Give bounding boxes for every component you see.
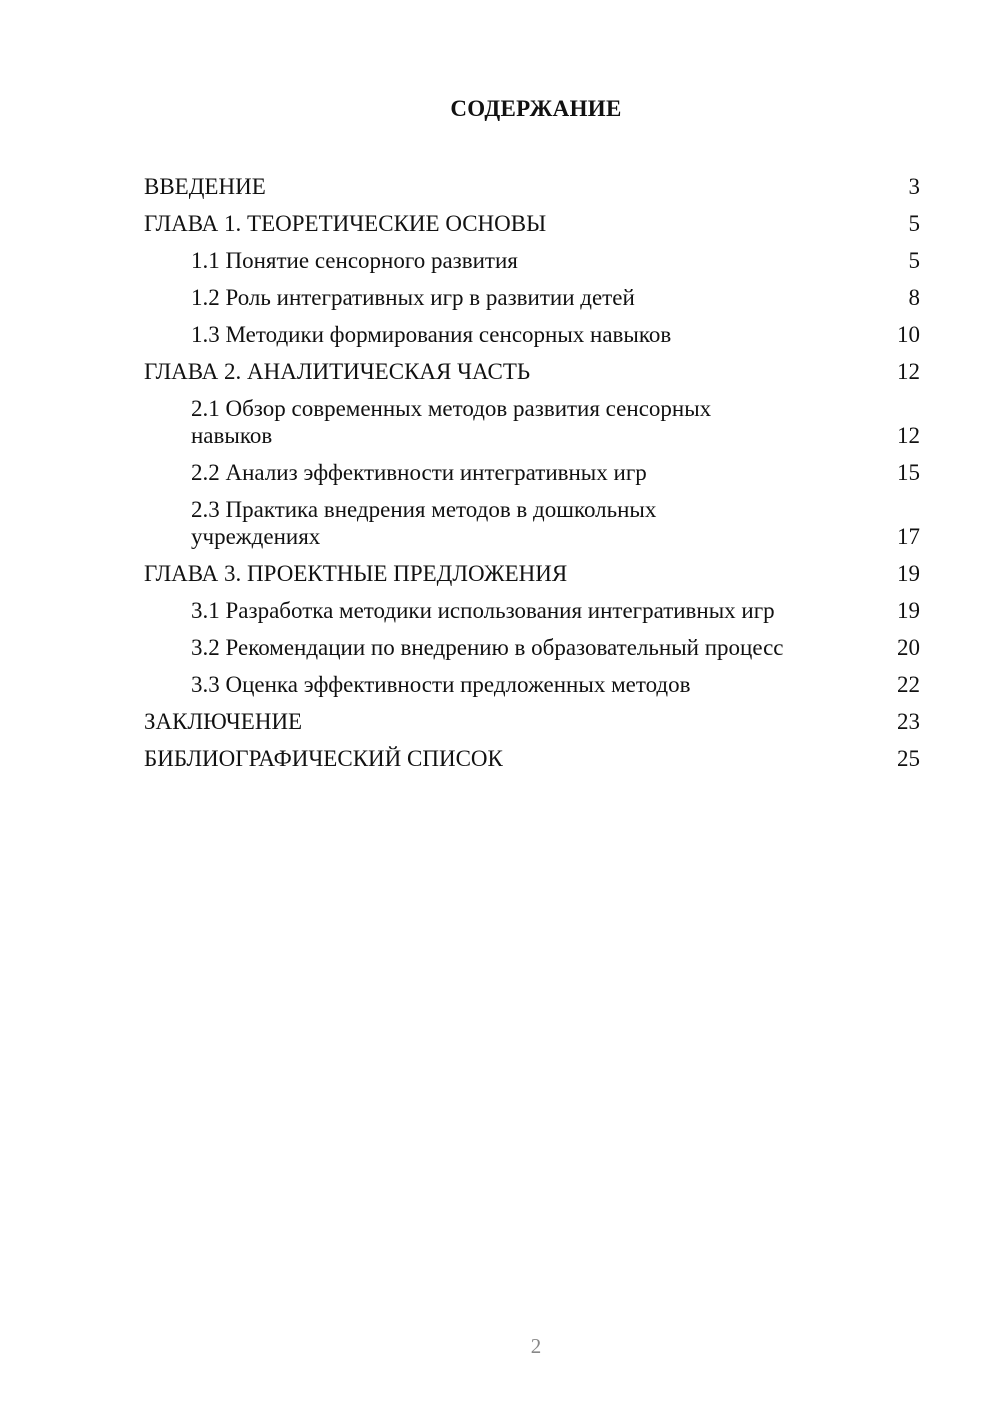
toc-entry-label: 3.1 Разработка методики использования интегративных игр	[191, 598, 775, 623]
toc-entry-label: ГЛАВА 1. ТЕОРЕТИЧЕСКИЕ ОСНОВЫ	[144, 211, 547, 236]
toc-entry-label: ГЛАВА 3. ПРОЕКТНЫЕ ПРЕДЛОЖЕНИЯ	[144, 561, 568, 586]
table-of-contents	[144, 168, 920, 777]
toc-title: СОДЕРЖАНИЕ	[450, 96, 622, 121]
toc-entry-page: 25	[897, 746, 920, 771]
toc-entry-page: 8	[908, 285, 920, 310]
toc-entry-label: 3.2 Рекомендации по внедрению в образовательный процесс	[191, 635, 784, 660]
toc-entry-page: 3	[908, 174, 920, 199]
toc-entry-label: БИБЛИОГРАФИЧЕСКИЙ СПИСОК	[144, 746, 503, 771]
toc-entry	[144, 555, 920, 592]
toc-entry	[144, 390, 920, 454]
toc-entry	[144, 242, 920, 279]
toc-entry	[144, 740, 920, 777]
toc-entry-label: 1.2 Роль интегративных игр в развитии детей	[191, 285, 635, 310]
toc-entry-label: 2.1 Обзор современных методов развития сенсорных навыков	[191, 396, 712, 448]
page-number: 2	[530, 1334, 542, 1358]
toc-entry	[144, 491, 920, 555]
toc-entry-page: 15	[897, 460, 920, 485]
toc-entry-label: 3.3 Оценка эффективности предложенных методов	[191, 672, 691, 697]
toc-entry-label: ГЛАВА 2. АНАЛИТИЧЕСКАЯ ЧАСТЬ	[144, 359, 531, 384]
toc-entry-page: 5	[908, 248, 920, 273]
toc-entry-label: ЗАКЛЮЧЕНИЕ	[144, 709, 303, 734]
toc-entry-page: 5	[908, 211, 920, 236]
toc-entry-label: ВВЕДЕНИЕ	[144, 174, 266, 199]
toc-entry	[144, 205, 920, 242]
toc-entry	[144, 316, 920, 353]
toc-entry-label: 1.3 Методики формирования сенсорных навыков	[191, 322, 672, 347]
toc-entry	[144, 666, 920, 703]
toc-entry	[144, 629, 920, 666]
toc-entry-label: 2.3 Практика внедрения методов в дошкольных учреждениях	[191, 497, 657, 549]
toc-entry-page: 10	[897, 322, 920, 347]
toc-entry-page: 19	[897, 561, 920, 586]
toc-entry	[144, 703, 920, 740]
toc-entry	[144, 592, 920, 629]
toc-entry	[144, 279, 920, 316]
toc-entry-label: 2.2 Анализ эффективности интегративных игр	[191, 460, 647, 485]
toc-entry-label: 1.1 Понятие сенсорного развития	[191, 248, 518, 273]
toc-entry-page: 17	[897, 524, 920, 549]
toc-entry-page: 12	[897, 359, 920, 384]
toc-entry-page: 22	[897, 672, 920, 697]
toc-entry-page: 19	[897, 598, 920, 623]
toc-entry-page: 12	[897, 423, 920, 448]
toc-entry-page: 20	[897, 635, 920, 660]
toc-entry	[144, 353, 920, 390]
toc-entry	[144, 454, 920, 491]
toc-entry	[144, 168, 920, 205]
toc-entry-page: 23	[897, 709, 920, 734]
